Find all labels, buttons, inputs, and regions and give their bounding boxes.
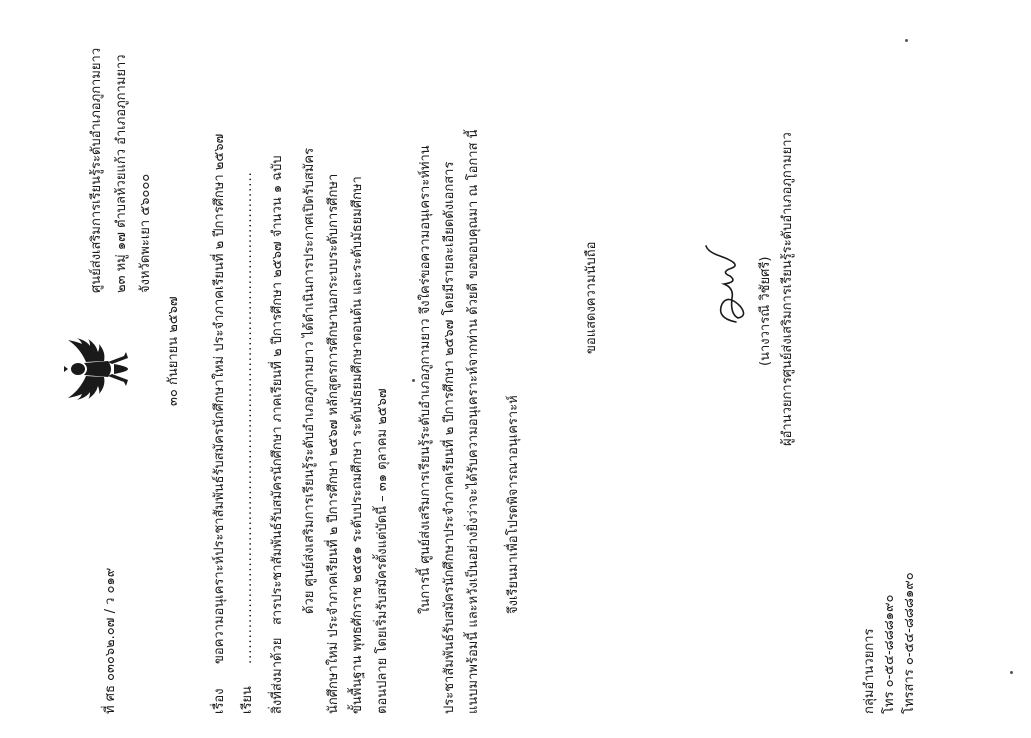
closing-request: จึงเรียนมาเพื่อโปรดพิจารณาอนุเคราะห์	[506, 395, 521, 614]
signer-name: (นางวารณี วิชัยศรี)	[758, 256, 773, 366]
footer-department: กลุ่มอำนวยการ	[862, 628, 877, 714]
scan-speck	[1010, 671, 1013, 674]
paragraph-1-line-4: ตอนปลาย โดยเริ่มรับสมัครตั้งแต่บัดนี้ – ๓๑ ตุลาคม ๒๕๖๗	[375, 388, 390, 714]
office-address-line-1: ศูนย์ส่งเสริมการเรียนรู้ระดับอำเภอภูกามยาว	[89, 47, 104, 293]
scan-speck	[412, 379, 415, 382]
recipient-blank-dots: ................................................................................................	[240, 171, 255, 664]
scan-speck	[905, 39, 908, 42]
office-address-line-2: ๒๓ หมู่ ๑๗ ตำบลห้วยแก้ว อำเภอภูกามยาว	[114, 54, 129, 293]
garuda-emblem-icon	[64, 338, 142, 400]
footer-fax: โทรสาร ๐-๕๔-๘๘๘๑๙๐	[902, 572, 917, 714]
paragraph-2-line-3: แนบมาพร้อมนี้ และหวังเป็นอย่างยิ่งว่าจะได้รับความอนุเคราะห์จากท่าน ด้วยดี ขอขอบคุณมา ณ โอกาส นี้	[466, 129, 481, 714]
enclosure-description: สารประชาสัมพันธ์รับสมัครนักศึกษา ภาคเรียนที่ ๒ ปีการศึกษา ๒๕๖๗ จำนวน ๑ ฉบับ	[270, 155, 285, 625]
paragraph-2-line-2: ประชาสัมพันธ์รับสมัครนักศึกษาประจำภาคเรียนที่ ๒ ปีการศึกษา ๒๕๖๗ โดยมีรายละเอียดดังเอกสาร	[442, 161, 457, 714]
footer-phone: โทร ๐-๕๔-๘๘๘๑๙๐	[882, 594, 897, 714]
recipient-label: เรียน	[240, 686, 255, 714]
letter-date: ๓๐ กันยายน ๒๕๖๗	[166, 296, 181, 406]
subject-label: เรื่อง	[212, 688, 227, 714]
signer-position: ผู้อำนวยการศูนย์ส่งเสริมการเรียนรู้ระดับอำเภอภูกามยาว	[780, 132, 795, 446]
letter-subject: ขอความอนุเคราะห์ประชาสัมพันธ์รับสมัครนักศึกษาใหม่ ประจำภาคเรียนที่ ๒ ปีการศึกษา ๒๕๖๗	[212, 133, 227, 664]
office-address-line-3: จังหวัดพะเยา ๕๖๐๐๐	[138, 173, 153, 293]
paragraph-2-line-1: ในการนี้ ศูนย์ส่งเสริมการเรียนรู้ระดับอำเภอภูกามยาว จึงใคร่ขอความอนุเคราะห์ท่าน	[418, 145, 433, 614]
closing-salutation: ขอแสดงความนับถือ	[584, 241, 599, 354]
paragraph-1-line-1: ด้วย ศูนย์ส่งเสริมการเรียนรู้ระดับอำเภอภูกามยาว ได้ดำเนินการประกาศเปิดรับสมัคร	[302, 147, 317, 614]
paragraph-1-line-3: ขั้นพื้นฐาน พุทธศักราช ๒๕๕๑ ระดับประถมศึกษา ระดับมัธยมศึกษาตอนต้น และระดับมัธยมศึกษา	[350, 176, 365, 714]
enclosure-label: สิ่งที่ส่งมาด้วย	[270, 637, 285, 714]
reference-number: ที่ ศธ ๐๓๐๖๒.๐๗ / ว ๐๑๙	[103, 567, 118, 714]
paragraph-1-line-2: นักศึกษาใหม่ ประจำภาคเรียนที่ ๒ ปีการศึกษา ๒๕๖๗ หลักสูตรการศึกษานอกระบบระดับการศึกษา	[326, 173, 341, 714]
handwritten-signature	[702, 238, 758, 328]
